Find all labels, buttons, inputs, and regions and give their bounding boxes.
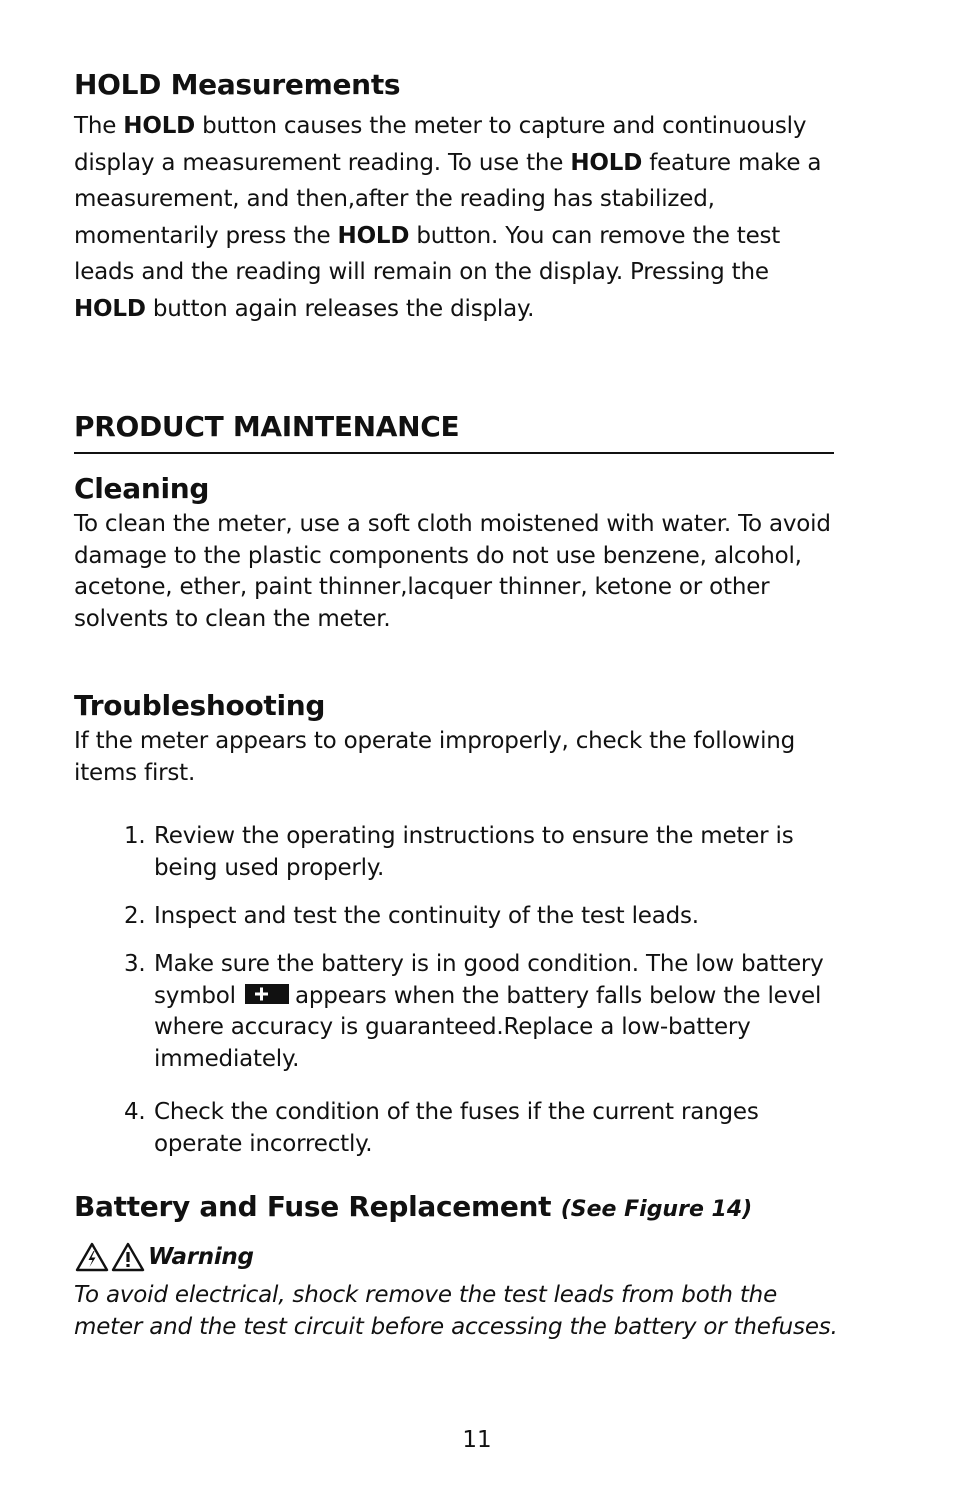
hold-text: button. You can remove the test leads and the reading will remain on the display. Pressing the [74,222,781,286]
list-item-text-end: appears when the battery falls below the level where accuracy is guaranteed.Replace a low-battery immediately. [154,982,822,1072]
list-item-text: Check the condition of the fuses if the current ranges operate incorrectly. [154,1099,759,1157]
list-item-number: 2. [124,903,146,929]
hold-text: feature make a measurement, and then,after the reading has stabilized, momentarily press the [74,149,822,249]
warning-header [74,1240,254,1274]
warning-text: To avoid electrical, shock remove the test leads from both the meter and the test circuit before accessing the battery or thefuses. [74,1282,838,1340]
list-item-number: 3. [124,951,146,977]
hold-keyword: HOLD [74,295,146,322]
list-item [124,821,836,884]
cleaning-paragraph: To clean the meter, use a soft cloth moistened with water. To avoid damage to the plastic components do not use benzene, alcohol, acetone, ether, paint thinner,lacquer thinner, ketone or other solvents to clean the meter. [74,511,831,632]
warning-label: Warning [148,1244,254,1270]
section-divider [74,452,834,454]
list-item-number: 4. [124,1099,146,1125]
section-title-hold-measurements: HOLD Measurements [74,68,401,101]
list-item [124,901,836,933]
low-battery-symbol-icon [245,983,289,1005]
figure-reference: (See Figure 14) [560,1197,753,1222]
list-item-number: 1. [124,823,146,849]
caution-icon [110,1241,146,1273]
list-item-text [154,949,836,1075]
hold-text: button causes the meter to capture and continuously display a measurement reading. To use the [74,113,807,176]
hold-text: The [74,113,124,139]
hold-keyword: HOLD [570,149,643,176]
section-title-troubleshooting: Troubleshooting [74,689,326,722]
section-title-product-maintenance: PRODUCT MAINTENANCE [74,410,460,443]
battery-fuse-title-text: Battery and Fuse Replacement [74,1190,552,1223]
list-item [124,1097,836,1160]
hold-keyword: HOLD [123,113,196,139]
electrical-hazard-icon [74,1241,110,1273]
list-item-text-start: Make sure the battery is in good condition. The low battery symbol [154,951,824,1009]
hold-keyword: HOLD [337,222,410,249]
hold-text: button again releases the display. [145,295,535,322]
list-item-text: Review the operating instructions to ensure the meter is being used properly. [154,823,794,881]
page-number: 11 [462,1427,492,1453]
hold-paragraph [74,108,844,328]
section-title-cleaning: Cleaning [74,472,210,505]
troubleshooting-intro: If the meter appears to operate improperly, check the following items first. [74,728,796,786]
section-title-battery-fuse-replacement [74,1190,752,1227]
list-item-text: Inspect and test the continuity of the test leads. [154,903,699,929]
list-item [124,949,836,1075]
